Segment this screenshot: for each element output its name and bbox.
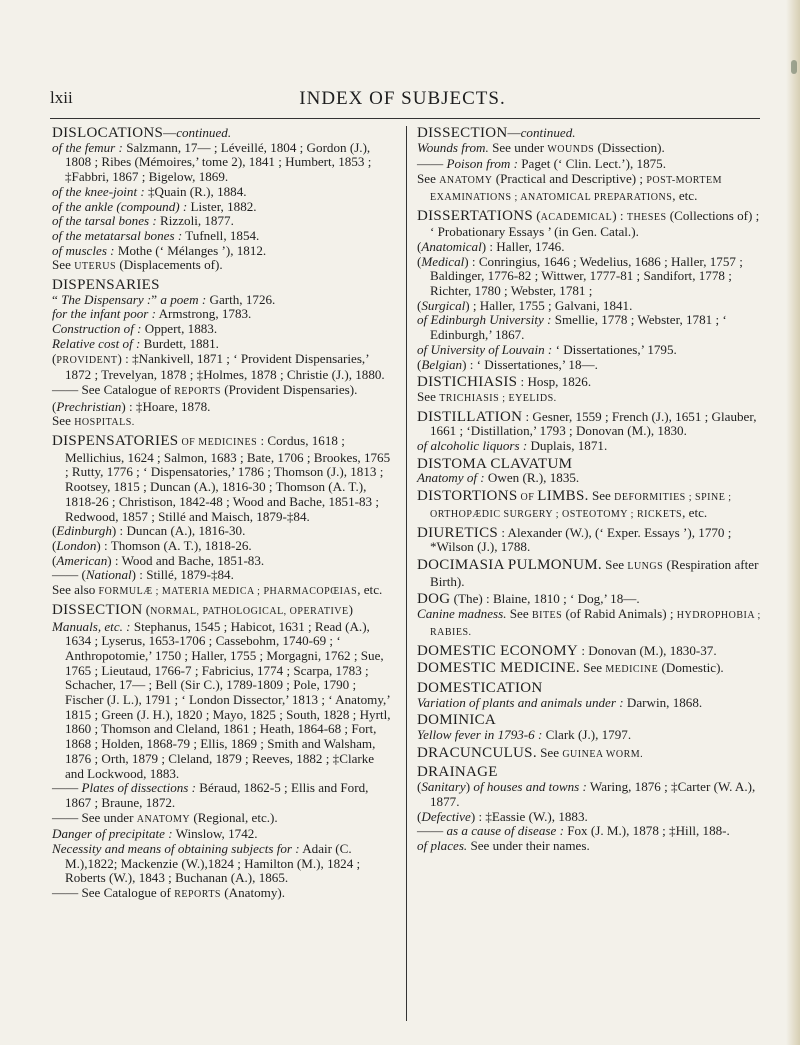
cross-reference: OF MEDICINES [178, 437, 258, 449]
index-heading-entry [417, 558, 761, 589]
subject-phrase: continued. [176, 125, 232, 140]
entry-text: (The) : Blaine, 1810 ; ‘ Dog,’ 18—. [450, 591, 640, 607]
index-sub-entry [52, 620, 396, 782]
index-sub-entry [52, 400, 396, 415]
entry-text: (Respiration after Birth). [430, 556, 759, 589]
entry-text: (Collections of) ; ‘ Probationary Essays ’ (in Gen. Catal.). [430, 207, 760, 240]
entry-text: —— [52, 567, 79, 583]
heading-term: DOCIMASIA PULMONUM. [417, 556, 602, 573]
entry-text: ( [52, 398, 57, 414]
entry-text: (Displacements of). [116, 257, 223, 273]
entry-text: Winslow, 1742. [172, 826, 258, 842]
entry-text: ( [142, 601, 151, 617]
index-sub-entry [417, 255, 761, 299]
index-sub-entry [417, 313, 761, 342]
index-heading-entry [417, 375, 761, 390]
heading-term: DOMINICA [417, 712, 497, 729]
entry-text: (Practical and Descriptive) ; [492, 171, 647, 187]
index-heading-entry [417, 644, 761, 659]
subject-phrase: Variation of plants and animals under : [417, 694, 624, 710]
cross-reference: REPORTS [174, 385, 221, 397]
entry-text: See [52, 257, 75, 273]
index-sub-entry [52, 383, 396, 400]
entry-text: ( [532, 207, 541, 223]
entry-text: ( [417, 808, 422, 824]
index-sub-entry [417, 358, 761, 373]
page-edge [786, 0, 800, 1045]
cross-reference: ANATOMY [439, 175, 493, 187]
index-sub-entry [52, 244, 396, 259]
entry-text: Owen (R.), 1835. [484, 470, 580, 486]
entry-text: ) : ‡Hoare, 1878. [121, 398, 211, 414]
cross-reference: POST-MORTEM EXAMINATIONS ; ANATOMICAL PREPARATIONS [430, 175, 722, 203]
entry-text: Lister, 1882. [187, 198, 257, 214]
entry-text: , etc. [357, 582, 383, 598]
subject-phrase: Surgical [421, 297, 466, 313]
index-heading-entry [417, 526, 761, 555]
heading-term: DISSERTATIONS [417, 207, 533, 224]
entry-text: Mothe (‘ Mélanges ’), 1812. [114, 242, 267, 258]
heading-term: DOMESTICATION [417, 679, 543, 696]
entry-text: ( [417, 356, 422, 372]
entry-text: ) : ‡Nankivell, 1871 ; ‘ Provident Dispensaries,’ 1872 ; Trevelyan, 1878 ; ‡Holmes, 1878 ; Christie (J.), 1880. [65, 350, 385, 383]
index-sub-entry [52, 337, 396, 352]
heading-term: DOMESTIC MEDICINE. [417, 660, 580, 677]
index-sub-entry [417, 439, 761, 454]
subject-phrase: of houses and towns : [473, 779, 587, 795]
cross-reference: TRICHIASIS ; EYELIDS. [439, 392, 557, 404]
index-heading-entry [417, 126, 761, 141]
entry-text: Paget (‘ Clin. Lect.’), 1875. [518, 156, 666, 172]
entry-text: See [601, 556, 628, 572]
subject-phrase: Wounds from. [417, 139, 489, 155]
entry-text: ) [465, 779, 474, 795]
index-heading-entry [52, 126, 396, 141]
cross-reference: UTERUS [74, 261, 117, 273]
entry-text: See [506, 606, 532, 622]
entry-text: — [507, 125, 521, 140]
index-sub-entry [417, 780, 761, 809]
entry-text: See [417, 171, 440, 187]
entry-text: ) : Duncan (A.), 1816-30. [111, 523, 246, 539]
subject-phrase: Anatomy of : [417, 470, 485, 486]
cross-reference: ANATOMY [136, 813, 191, 825]
entry-text: , etc. [672, 187, 698, 203]
entry-text: ( [52, 350, 57, 366]
page-number: lxii [50, 88, 73, 107]
entry-text: See also [52, 582, 99, 598]
entry-text: (Dissection). [594, 139, 665, 155]
header-rule [50, 118, 760, 119]
entry-text: Waring, 1876 ; ‡Carter (W. A.), 1877. [430, 779, 756, 809]
entry-text: Stephanus, 1545 ; Habicot, 1631 ; Read (A.), 1634 ; Lyserus, 1653-1706 ; Cassebohm, 1740-69 ; ‘ Anthropotomie,’ 1750 ; Haller, 1755 ; Morgagni, 1762 ; Sue, 1765 ; Lieutaud, 1766-7 ; Fabricius, 1774 ; Scarpa, 1783 ; Schacher, 17— ; Bell (Sir C.), 1789-1809 ; Pole, 1790 ; Fischer (J. L.), 1791 ; ‘ London Dissector,’ 1813 ; ‘ Anatomy,’ 1815 ; Green (J. H.), 1820 ; Mayo, 1825 ; South, 1828 ; Hyrtl, 1860 ; Thomson and Cleland, 1861 ; Heath, 1864-68 ; Fort, 1868 ; Holden, 1868-79 ; Ellis, 1869 ; Smith and Walsham, 1876 ; Orth, 1879 ; Cleland, 1879 ; Reeves, 1882 ; ‡Clarke and Lockwood, 1883. [65, 618, 391, 781]
index-sub-entry [52, 229, 396, 244]
entry-text: ( [78, 567, 86, 583]
entry-text: Rizzoli, 1877. [156, 213, 234, 229]
entry-text: ( [417, 297, 422, 313]
entry-text: (Anatomy). [221, 885, 285, 901]
subject-phrase: Medical [421, 253, 465, 269]
heading-term: DISPENSARIES [52, 277, 160, 294]
entry-text: Smellie, 1778 ; Webster, 1781 ; ‘ Edinburgh,’ 1867. [430, 312, 727, 343]
entry-text: (of Rabid Animals) ; [562, 606, 677, 622]
heading-term: DISLOCATIONS [52, 125, 164, 141]
index-sub-entry [52, 568, 396, 583]
entry-text: See under [78, 809, 137, 825]
entry-text: ) [348, 601, 353, 617]
subject-phrase: of places. [417, 837, 468, 853]
subject-phrase: Construction of : [52, 321, 142, 337]
index-sub-entry [417, 157, 761, 172]
subject-phrase: for the infant poor : [52, 306, 157, 322]
subject-phrase: Manuals, etc. : [52, 618, 131, 634]
entry-text: See [588, 488, 615, 504]
cross-reference: OF [517, 492, 538, 504]
entry-text: —— [417, 823, 444, 839]
index-heading-entry [417, 457, 761, 472]
entry-text: ( [52, 552, 57, 568]
entry-text: —— [52, 780, 79, 796]
index-heading-entry [417, 592, 761, 607]
subject-phrase: Yellow fever in 1793-6 : [417, 727, 543, 743]
entry-text: : Donovan (M.), 1830-37. [578, 642, 717, 658]
index-heading-entry [417, 765, 761, 780]
entry-text: See [417, 388, 440, 404]
subject-phrase: Danger of precipitate : [52, 826, 173, 842]
subject-phrase: of University of Louvain : [417, 341, 553, 357]
index-heading-entry [417, 661, 761, 678]
index-sub-entry [417, 343, 761, 358]
entry-text: Adair (C. M.),1822; Mackenzie (W.),1824 ; Hamilton (M.), 1824 ; Roberts (W.), 1843 ; Buchanan (A.), 1865. [65, 841, 361, 886]
cross-reference: WOUNDS [547, 143, 595, 155]
heading-term: DISSECTION [52, 601, 143, 618]
entry-text: Armstrong, 1783. [156, 306, 252, 322]
heading-term: DRAINAGE [417, 764, 498, 781]
heading-term: LIMBS. [537, 488, 589, 505]
index-sub-entry [417, 172, 761, 205]
page-edge-mark [791, 60, 797, 74]
heading-term: DOG [417, 591, 451, 608]
entry-text: ) : Haller, 1746. [481, 238, 565, 254]
cross-reference: FORMULÆ ; MATERIA MEDICA ; PHARMACOPŒIAS [98, 586, 358, 598]
subject-phrase: of the ankle (compound) : [52, 198, 188, 214]
running-title: INDEX OF SUBJECTS. [299, 88, 506, 109]
subject-phrase: Edinburgh [56, 523, 112, 539]
index-sub-entry [52, 214, 396, 229]
cross-reference: REPORTS [174, 889, 221, 901]
index-sub-entry [52, 414, 396, 431]
index-sub-entry [417, 696, 761, 711]
heading-term: DISTORTIONS [417, 488, 518, 505]
index-sub-entry [52, 258, 396, 275]
entry-text: Tufnell, 1854. [182, 227, 260, 243]
index-sub-entry [417, 607, 761, 640]
subject-phrase: continued. [520, 125, 576, 140]
subject-phrase: London [56, 537, 97, 553]
entry-text: See Catalogue of [78, 885, 175, 901]
heading-term: DISTOMA CLAVATUM [417, 455, 573, 472]
index-sub-entry [52, 583, 396, 600]
subject-phrase: Necessity and means of obtaining subjects for : [52, 841, 300, 857]
index-sub-entry [52, 554, 396, 569]
heading-term: DOMESTIC ECONOMY [417, 642, 579, 659]
entry-text: See Catalogue of [78, 381, 175, 397]
subject-phrase: Sanitary [421, 779, 466, 795]
index-sub-entry [417, 471, 761, 486]
index-sub-entry [52, 307, 396, 322]
cross-reference: HYDROPHOBIA ; RABIES. [430, 610, 761, 638]
subject-phrase: of the knee-joint : [52, 183, 145, 199]
column-divider [406, 126, 407, 1021]
entry-text: Salzmann, 17— ; Léveillé, 1804 ; Gordon (J.), 1808 ; Ribes (Mémoires,’ tome 2), 1841 ; Humbert, 1853 ; ‡Fabbri, 1867 ; Bigelow, 1869. [65, 139, 372, 185]
index-heading-entry [417, 410, 761, 439]
cross-reference: MEDICINE [605, 664, 659, 676]
entry-text: Béraud, 1862-5 ; Ellis and Ford, 1867 ; Braune, 1872. [65, 780, 369, 810]
entry-text: ) : Thomson (A. T.), 1818-26. [96, 537, 252, 553]
subject-phrase: of alcoholic liquors : [417, 438, 528, 454]
entry-text: ) : [612, 207, 627, 223]
entry-text: ) : Stillé, 1879-‡84. [131, 567, 234, 583]
subject-phrase: Prechristian [56, 398, 122, 414]
index-sub-entry [52, 827, 396, 842]
entry-text: ” [151, 291, 161, 307]
right-column [417, 126, 761, 854]
subject-phrase: as a cause of disease : [446, 823, 564, 839]
entry-text: See under their names. [467, 837, 590, 853]
index-sub-entry [52, 539, 396, 554]
entry-text: — [163, 125, 177, 140]
entry-text: Duplais, 1871. [527, 438, 608, 454]
entry-text: —— [52, 809, 79, 825]
index-sub-entry [52, 293, 396, 308]
entry-text: ( [417, 253, 422, 269]
entry-text: Burdett, 1881. [140, 335, 219, 351]
subject-phrase: American [56, 552, 108, 568]
index-heading-entry [417, 681, 761, 696]
index-heading-entry [417, 746, 761, 763]
entry-text: See [52, 413, 75, 429]
index-sub-entry [417, 728, 761, 743]
index-heading-entry [52, 434, 396, 524]
index-heading-entry [52, 603, 396, 620]
cross-reference: LUNGS [627, 560, 664, 572]
entry-text: ‡Quain (R.), 1884. [144, 183, 247, 199]
cross-reference: BITES [531, 610, 563, 622]
subject-phrase: Anatomical [421, 238, 482, 254]
entry-text: See under [488, 139, 548, 155]
entry-text: Darwin, 1868. [623, 694, 703, 710]
entry-text: ) : ‘ Dissertationes,’ 18—. [462, 356, 598, 372]
index-sub-entry [417, 141, 761, 158]
entry-text: (Provident Dispensaries). [221, 381, 358, 397]
index-sub-entry [417, 824, 761, 839]
entry-text: ) : Wood and Bache, 1851-83. [107, 552, 265, 568]
entry-text: (Domestic). [658, 660, 724, 676]
running-header [50, 88, 755, 112]
subject-phrase: Poison from : [446, 156, 518, 172]
index-sub-entry [52, 352, 396, 383]
index-heading-entry [417, 489, 761, 522]
subject-phrase: of the metatarsal bones : [52, 227, 183, 243]
subject-phrase: Relative cost of : [52, 335, 141, 351]
subject-phrase: of the femur : [52, 139, 123, 155]
index-heading-entry [417, 209, 761, 240]
cross-reference: GUINEA WORM. [562, 748, 644, 760]
entry-text: Fox (J. M.), 1878 ; ‡Hill, 188-. [563, 823, 730, 839]
entry-text: : Hosp, 1826. [517, 374, 592, 390]
heading-term: DRACUNCULUS. [417, 744, 537, 761]
index-sub-entry [52, 886, 396, 903]
left-column [52, 126, 396, 903]
index-sub-entry [417, 390, 761, 407]
subject-phrase: The Dispensary : [61, 291, 152, 307]
entry-text: —— [417, 156, 444, 172]
index-sub-entry [52, 524, 396, 539]
index-sub-entry [417, 839, 761, 854]
entry-text: ) : Conringius, 1646 ; Wedelius, 1686 ; Haller, 1757 ; Baldinger, 1776-82 ; Wittwer, 1777-81 ; Sandifort, 1778 ; Richter, 1780 ; Webster, 1781 ; [430, 253, 743, 299]
cross-reference: NORMAL, PATHOLOGICAL, OPERATIVE [150, 605, 349, 617]
entry-text: ) : ‡Eassie (W.), 1883. [470, 808, 588, 824]
heading-term: DISTILLATION [417, 408, 523, 425]
index-sub-entry [52, 322, 396, 337]
subject-phrase: Canine madness. [417, 606, 507, 622]
entry-text: Clark (J.), 1797. [542, 727, 632, 743]
subject-phrase: of the tarsal bones : [52, 213, 157, 229]
cross-reference: ACADEMICAL [540, 211, 613, 223]
entry-text: —— [52, 381, 79, 397]
entry-text: ( [52, 537, 57, 553]
entry-text: : Gesner, 1559 ; French (J.), 1651 ; Glauber, 1661 ; ‘Distillation,’ 1793 ; Donovan (M.), 1830. [430, 408, 757, 439]
index-sub-entry [52, 842, 396, 886]
subject-phrase: Defective [421, 808, 471, 824]
heading-term: DISSECTION [417, 125, 508, 141]
subject-phrase: a poem : [160, 291, 207, 307]
subject-phrase: National [85, 567, 132, 583]
entry-text: Garth, 1726. [206, 291, 276, 307]
index-sub-entry [417, 240, 761, 255]
index-sub-entry [52, 141, 396, 185]
entry-text: —— [52, 885, 79, 901]
entry-text: See [579, 660, 606, 676]
cross-reference: THESES [626, 211, 667, 223]
index-sub-entry [52, 200, 396, 215]
entry-text: ( [52, 523, 57, 539]
index-sub-entry [52, 185, 396, 200]
subject-phrase: of muscles : [52, 242, 115, 258]
index-sub-entry [52, 781, 396, 810]
heading-term: DIURETICS [417, 524, 499, 541]
cross-reference: DEFORMITIES ; SPINE ; ORTHOPÆDIC SURGERY ; OSTEOTOMY ; RICKETS [430, 492, 732, 520]
subject-phrase: Plates of dissections : [81, 780, 197, 796]
entry-text: : Cordus, 1618 ; Mellichius, 1624 ; Salmon, 1683 ; Bate, 1706 ; Brookes, 1765 ; Rutty, 1776 ; ‘ Dispensatories,’ 1786 ; Thomson (J.), 1813 ; Rootsey, 1815 ; Duncan (A.), 1816-30 ; Thomson (A. T.), 1818-26 ; Christison, 1842-48 ; Wood and Bache, 1851-83 ; Redwood, 1857 ; Stillé and Maisch, 1879-‡84. [65, 433, 391, 524]
entry-text: ) ; Haller, 1755 ; Galvani, 1841. [465, 297, 633, 313]
heading-term: DISPENSATORIES [52, 433, 179, 450]
entry-text: Oppert, 1883. [141, 321, 218, 337]
entry-text: ( [417, 238, 422, 254]
index-sub-entry [52, 811, 396, 828]
subject-phrase: Belgian [421, 356, 463, 372]
index-sub-entry [417, 299, 761, 314]
entry-text: : Alexander (W.), (‘ Exper. Essays ’), 1770 ; *Wilson (J.), 1788. [430, 524, 732, 555]
cross-reference: HOSPITALS. [74, 417, 135, 429]
index-heading-entry [52, 278, 396, 293]
entry-text: , etc. [682, 504, 708, 520]
heading-term: DISTICHIASIS [417, 374, 518, 391]
entry-text: (Regional, etc.). [190, 809, 278, 825]
entry-text: ‘ Dissertationes,’ 1795. [552, 341, 677, 357]
index-sub-entry [417, 810, 761, 825]
entry-text: ( [417, 779, 422, 795]
entry-text: “ [52, 291, 62, 307]
cross-reference: PROVIDENT [56, 354, 118, 366]
index-heading-entry [417, 713, 761, 728]
entry-text: See [536, 744, 563, 760]
subject-phrase: of Edinburgh University : [417, 312, 552, 328]
